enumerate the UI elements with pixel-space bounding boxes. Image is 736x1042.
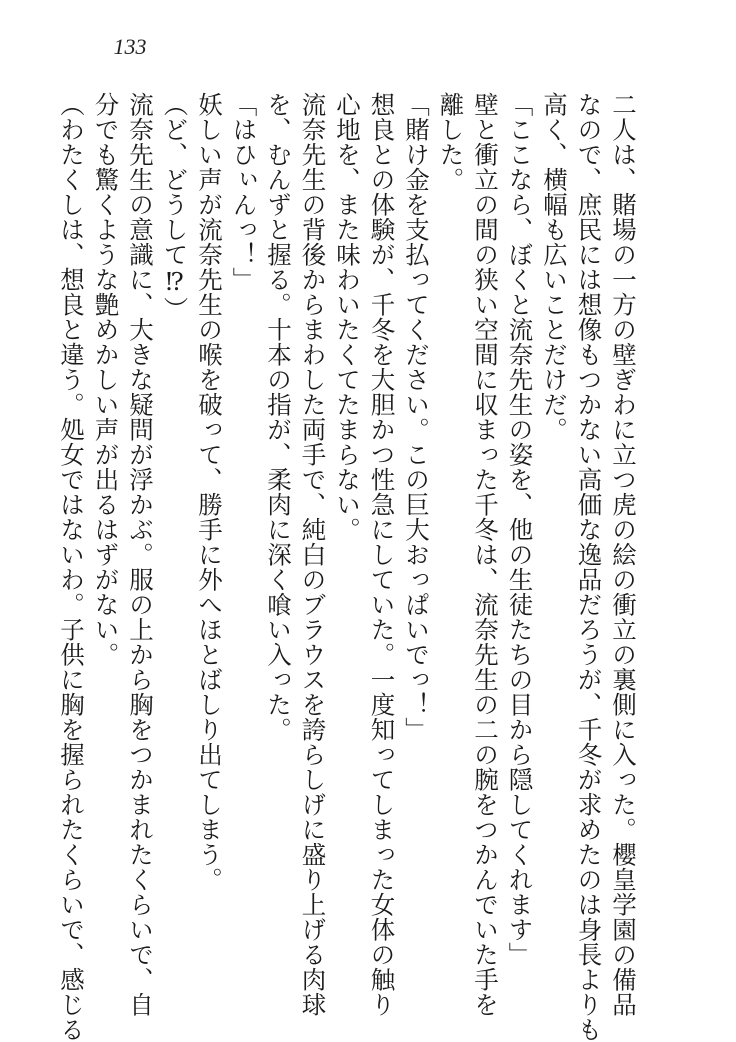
body-text — [54, 92, 641, 1042]
text-line: 二人は、賭場の一方の壁ぎわに立つ虎の絵の衝立の裏側に入った。櫻皇学園の備品 — [609, 92, 638, 1017]
text-line: 分でも驚くような艶めかしい声が出るはずがない。 — [91, 92, 121, 667]
text-line: を、むんずと握る。十本の指が、柔肉に深く喰い入った。 — [264, 92, 293, 742]
text-line: 流奈先生の背後からまわした両手で、純白のブラウスを誇らしげに盛り上げる肉球 — [298, 92, 328, 1017]
text-line: 離した。 — [436, 92, 466, 192]
text-line: 高く、横幅も広いことだけだ。 — [540, 92, 569, 442]
text-line: 「ここなら、ぼくと流奈先生の姿を、他の生徒たちの目から隠してくれます」 — [505, 92, 535, 967]
text-line: （ど、どうして⁉） — [160, 92, 190, 322]
text-line: 妖しい声が流奈先生の喉を破って、勝手に外へほとばしり出てしまう。 — [195, 92, 224, 892]
text-line: 想良との体験が、千冬を大胆かつ性急にしていた。一度知ってしまった女体の触り — [367, 92, 397, 1017]
text-line: 「賭け金を支払ってください。この巨大おっぱいでっ！」 — [402, 92, 431, 742]
text-line: なので、庶民には想像もつかない高価な逸品だろうが、千冬が求めたのは身長よりも — [574, 92, 604, 1042]
text-line: 心地を、また味わいたくてたまらない。 — [333, 92, 362, 542]
text-line: 流奈先生の意識に、大きな疑問が浮かぶ。服の上から胸をつかまれたくらいで、自 — [126, 92, 155, 1017]
text-line: 「はひぃんっ！」 — [229, 92, 259, 292]
page-number: 133 — [113, 34, 147, 59]
text-line: （わたくしは、想良と違う。処女ではないわ。子供に胸を握られたくらいで、感じる — [57, 92, 86, 1042]
text-line: 壁と衝立の間の狭い空間に収まった千冬は、流奈先生の二の腕をつかんでいた手を — [471, 92, 500, 1017]
